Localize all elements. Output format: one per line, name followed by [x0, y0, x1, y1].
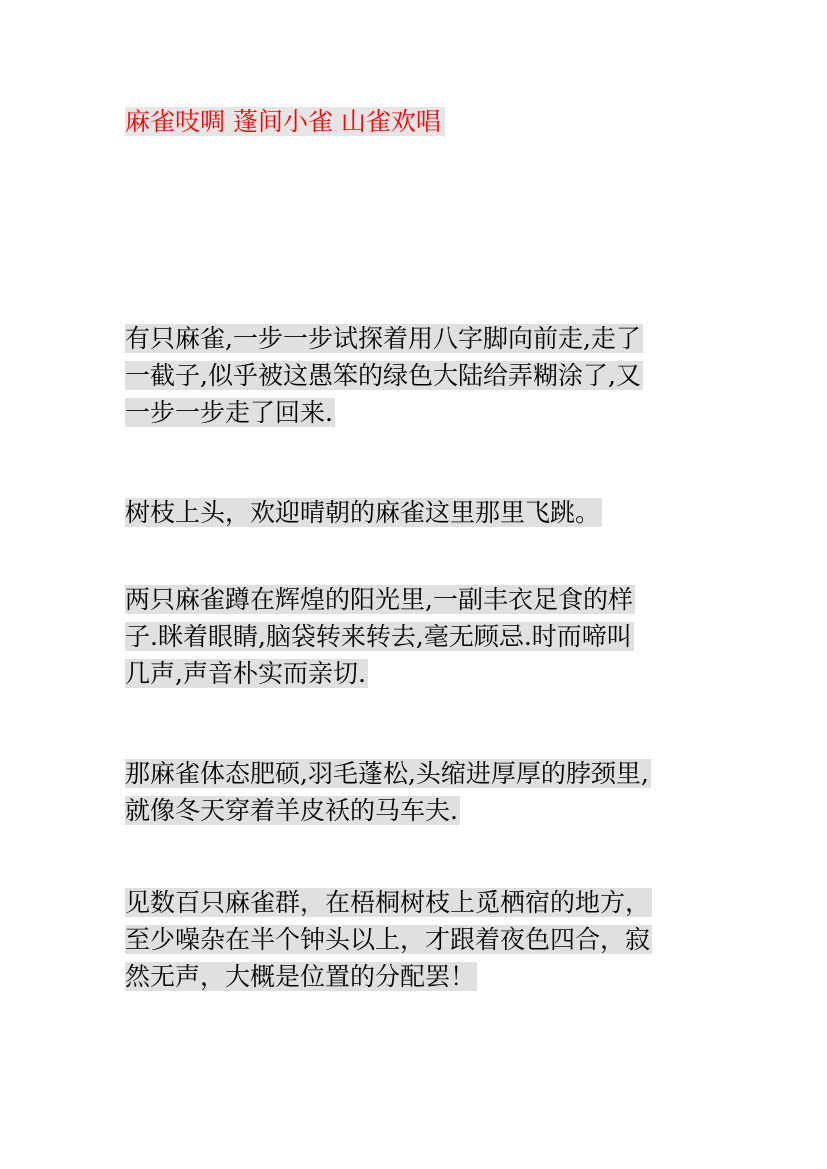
paragraph-line	[125, 655, 715, 692]
line-text: 就像冬天穿着羊皮袄的马车夫.	[125, 796, 458, 825]
paragraph-line	[125, 494, 715, 531]
paragraph-2	[125, 494, 715, 531]
line-text: 子.眯着眼睛,脑袋转来转去,毫无顾忌.时而啼叫	[125, 622, 632, 651]
line-text: 有只麻雀,一步一步试探着用八字脚向前走,走了	[125, 324, 641, 353]
line-text: 两只麻雀蹲在辉煌的阳光里,一副丰衣足食的样	[125, 585, 633, 614]
line-text: 至少噪杂在半个钟头以上，才跟着夜色四合，寂	[125, 925, 651, 954]
paragraph-line	[125, 320, 715, 357]
line-text: 然无声，大概是位置的分配罢！	[125, 962, 476, 991]
line-text: 一步一步走了回来.	[125, 398, 333, 427]
paragraph-3	[125, 581, 715, 692]
document-title	[125, 104, 445, 140]
paragraph-1	[125, 320, 715, 431]
paragraph-line	[125, 618, 715, 655]
paragraph-line	[125, 755, 715, 792]
paragraph-line	[125, 792, 715, 829]
paragraph-line	[125, 581, 715, 618]
paragraph-line	[125, 394, 715, 431]
paragraph-4	[125, 755, 715, 829]
line-text: 树枝上头，欢迎晴朝的麻雀这里那里飞跳。	[125, 498, 601, 527]
paragraph-line	[125, 357, 715, 394]
paragraph-line	[125, 884, 715, 921]
paragraph-line	[125, 921, 715, 958]
title-text: 麻雀吱啁 蓬间小雀 山雀欢唱	[125, 107, 445, 136]
line-text: 那麻雀体态肥硕,羽毛蓬松,头缩进厚厚的脖颈里,	[125, 759, 649, 788]
line-text: 见数百只麻雀群，在梧桐树枝上觅栖宿的地方，	[125, 888, 651, 917]
line-text: 一截子,似乎被这愚笨的绿色大陆给弄糊涂了,又	[125, 361, 641, 390]
paragraph-5	[125, 884, 715, 995]
paragraph-line	[125, 958, 715, 995]
line-text: 几声,声音朴实而亲切.	[125, 659, 366, 688]
